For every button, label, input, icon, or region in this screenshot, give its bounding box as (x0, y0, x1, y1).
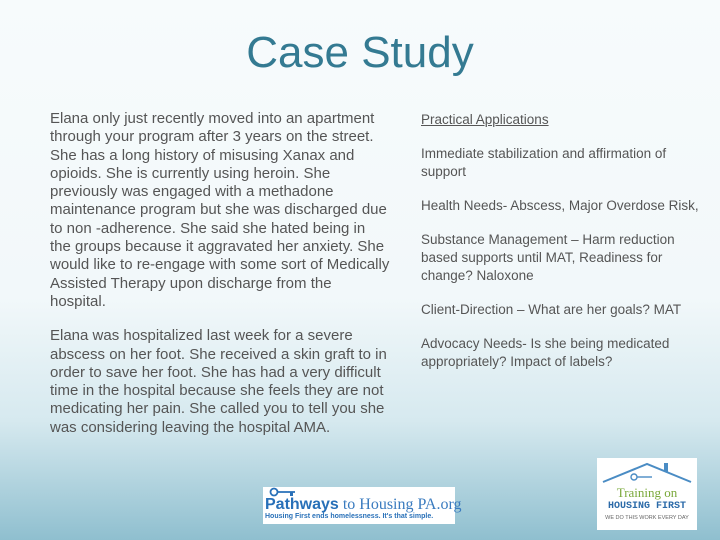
case-paragraph: Elana was hospitalized last week for a severe abscess on her foot. She received a skin graft to in order to save her foot. She has had a very difficult time in the hospital because she feels they are not medicating her pain. She called you to tell you she was considering leaving the hospital AMA. (50, 327, 387, 436)
training-housing-first-logo (597, 458, 697, 530)
application-item: Advocacy Needs- Is she being medicated appropriately? Impact of labels? (421, 336, 670, 369)
application-item: Health Needs- Abscess, Major Overdose Risk, (421, 198, 699, 213)
logo-tagline: Housing First ends homelessness. It's that simple. (265, 513, 434, 520)
logo-text: HOUSING FIRST (607, 501, 686, 512)
application-item: Client-Direction – What are her goals? MAT (421, 302, 682, 317)
logo-text: to Housing PA.org (338, 496, 462, 513)
pathways-logo (263, 487, 462, 524)
application-item: Substance Management – Harm reduction based supports until MAT, Readiness for change? Naloxone (421, 232, 675, 283)
slide-title: Case Study (246, 28, 474, 77)
practical-applications (421, 111, 701, 387)
logo-text: Pathways (265, 496, 339, 513)
case-description (50, 110, 390, 453)
logo-text: Training on (616, 485, 678, 500)
logo-tagline: WE DO THIS WORK EVERY DAY (605, 515, 689, 521)
application-item: Immediate stabilization and affirmation of support (421, 146, 667, 179)
house-roof-icon (597, 458, 697, 486)
case-paragraph: Elana only just recently moved into an apartment through your program after 3 years on the street. She has a long history of misusing Xanax and opioids. She is currently using heroin. She previously was engaged with a methadone maintenance program but she was discharged due to non -adherence. She said she hated being in the groups because it aggravated her anxiety. She would like to re-engage with some sort of Medically Assisted Therapy upon discharge from the hospital. (50, 110, 390, 310)
practical-applications-heading: Practical Applications (421, 112, 549, 127)
